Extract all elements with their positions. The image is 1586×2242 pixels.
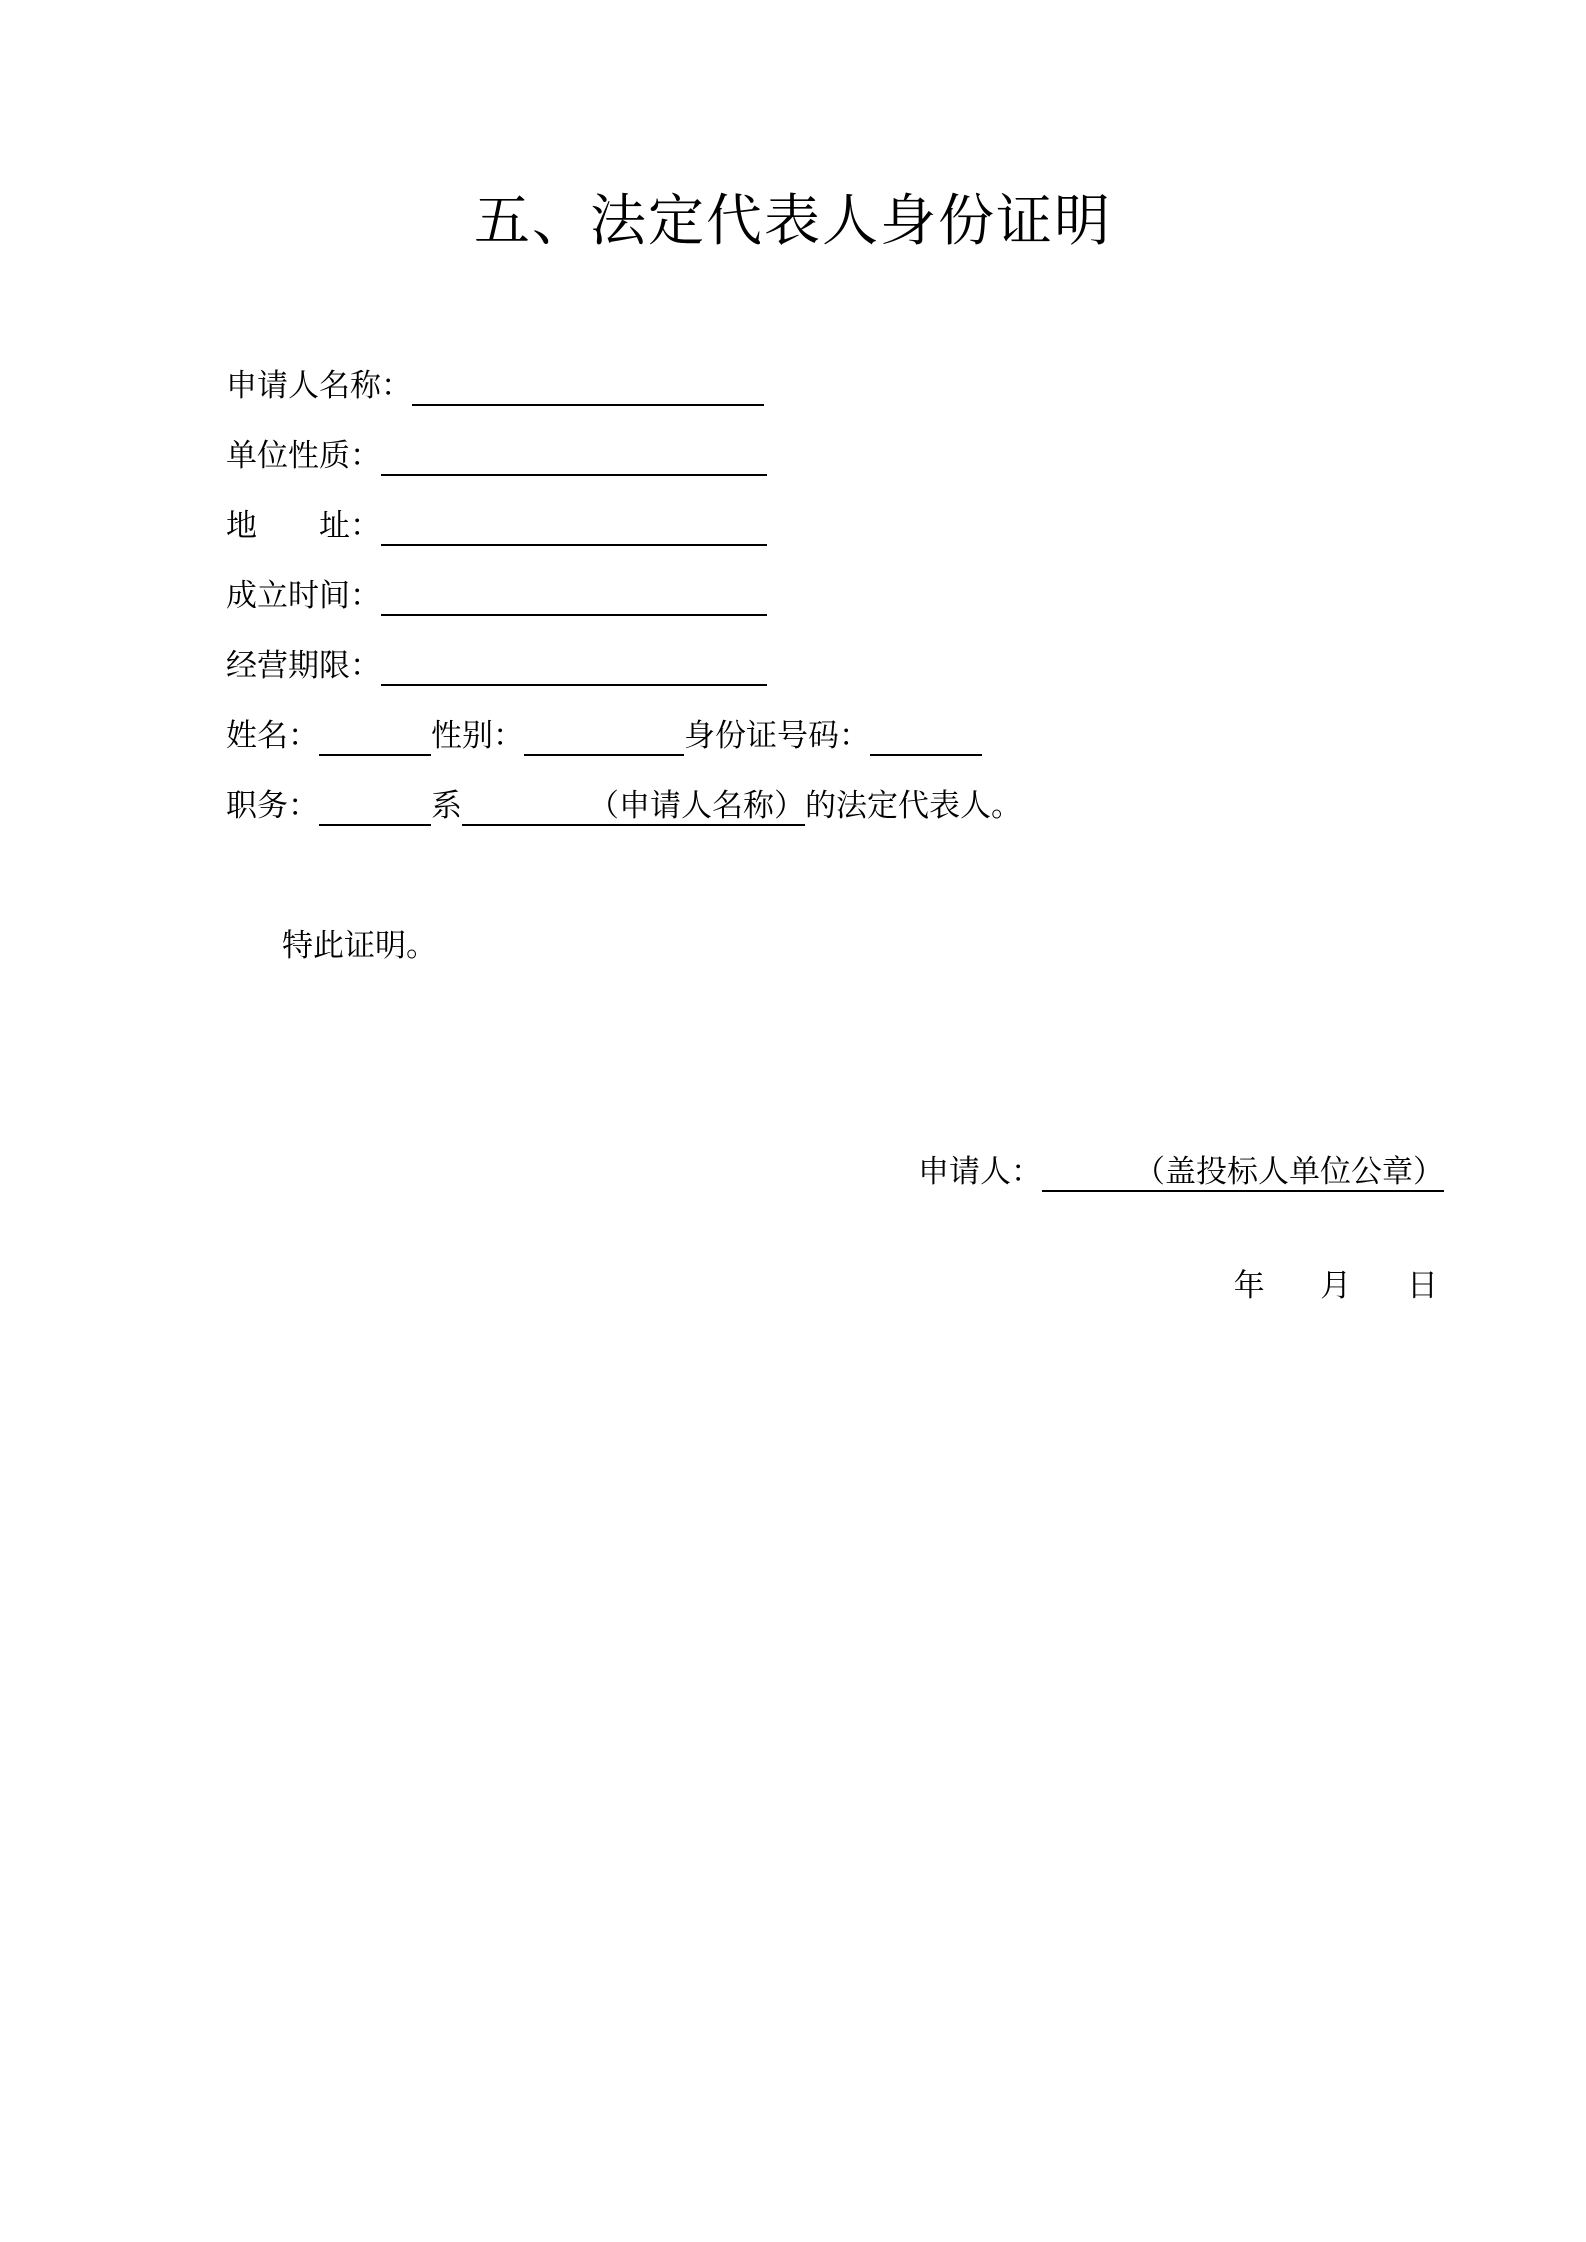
unit-nature-label: 单位性质： [226, 438, 381, 474]
established-blank[interactable] [381, 580, 767, 616]
stamp-placeholder: （盖投标人单位公章） [1134, 1154, 1444, 1190]
name-label: 姓名： [226, 718, 319, 754]
gender-blank[interactable] [524, 720, 684, 756]
date-row [1234, 1266, 1438, 1306]
address-label-part-2: 址： [319, 508, 381, 544]
date-day: 日 [1407, 1268, 1438, 1304]
unit-nature-blank[interactable] [381, 440, 767, 476]
term-label: 经营期限： [226, 648, 381, 684]
certification-statement: 特此证明。 [282, 928, 437, 964]
position-blank[interactable] [319, 790, 431, 826]
id-number-blank[interactable] [870, 720, 982, 756]
term-blank[interactable] [381, 650, 767, 686]
position-label: 职务： [226, 788, 319, 824]
id-number-label: 身份证号码： [684, 718, 870, 754]
signature-label: 申请人： [918, 1154, 1042, 1190]
relation-suffix: 的法定代表人。 [805, 788, 1022, 824]
applicant-name-blank[interactable] [412, 370, 764, 406]
established-row [226, 576, 767, 616]
relation-word: 系 [431, 788, 462, 824]
stamp-blank[interactable] [1042, 1154, 1444, 1192]
address-row [226, 506, 767, 546]
unit-nature-row [226, 436, 767, 476]
gender-label: 性别： [431, 718, 524, 754]
date-year: 年 [1233, 1268, 1265, 1304]
term-row [226, 646, 767, 686]
document-title: 五、法定代表人身份证明 [474, 189, 1112, 254]
applicant-name-placeholder: （申请人名称） [588, 788, 805, 824]
signature-row [918, 1152, 1444, 1192]
position-row [226, 786, 1022, 826]
address-label-part-1: 地 [226, 508, 257, 544]
date-month: 月 [1320, 1268, 1352, 1304]
name-blank[interactable] [319, 720, 431, 756]
established-label: 成立时间： [226, 578, 381, 614]
applicant-name-reference-blank[interactable] [462, 788, 805, 826]
applicant-name-label: 申请人名称： [226, 368, 412, 404]
personal-info-row [226, 716, 982, 756]
address-blank[interactable] [381, 510, 767, 546]
applicant-name-row [226, 366, 764, 406]
